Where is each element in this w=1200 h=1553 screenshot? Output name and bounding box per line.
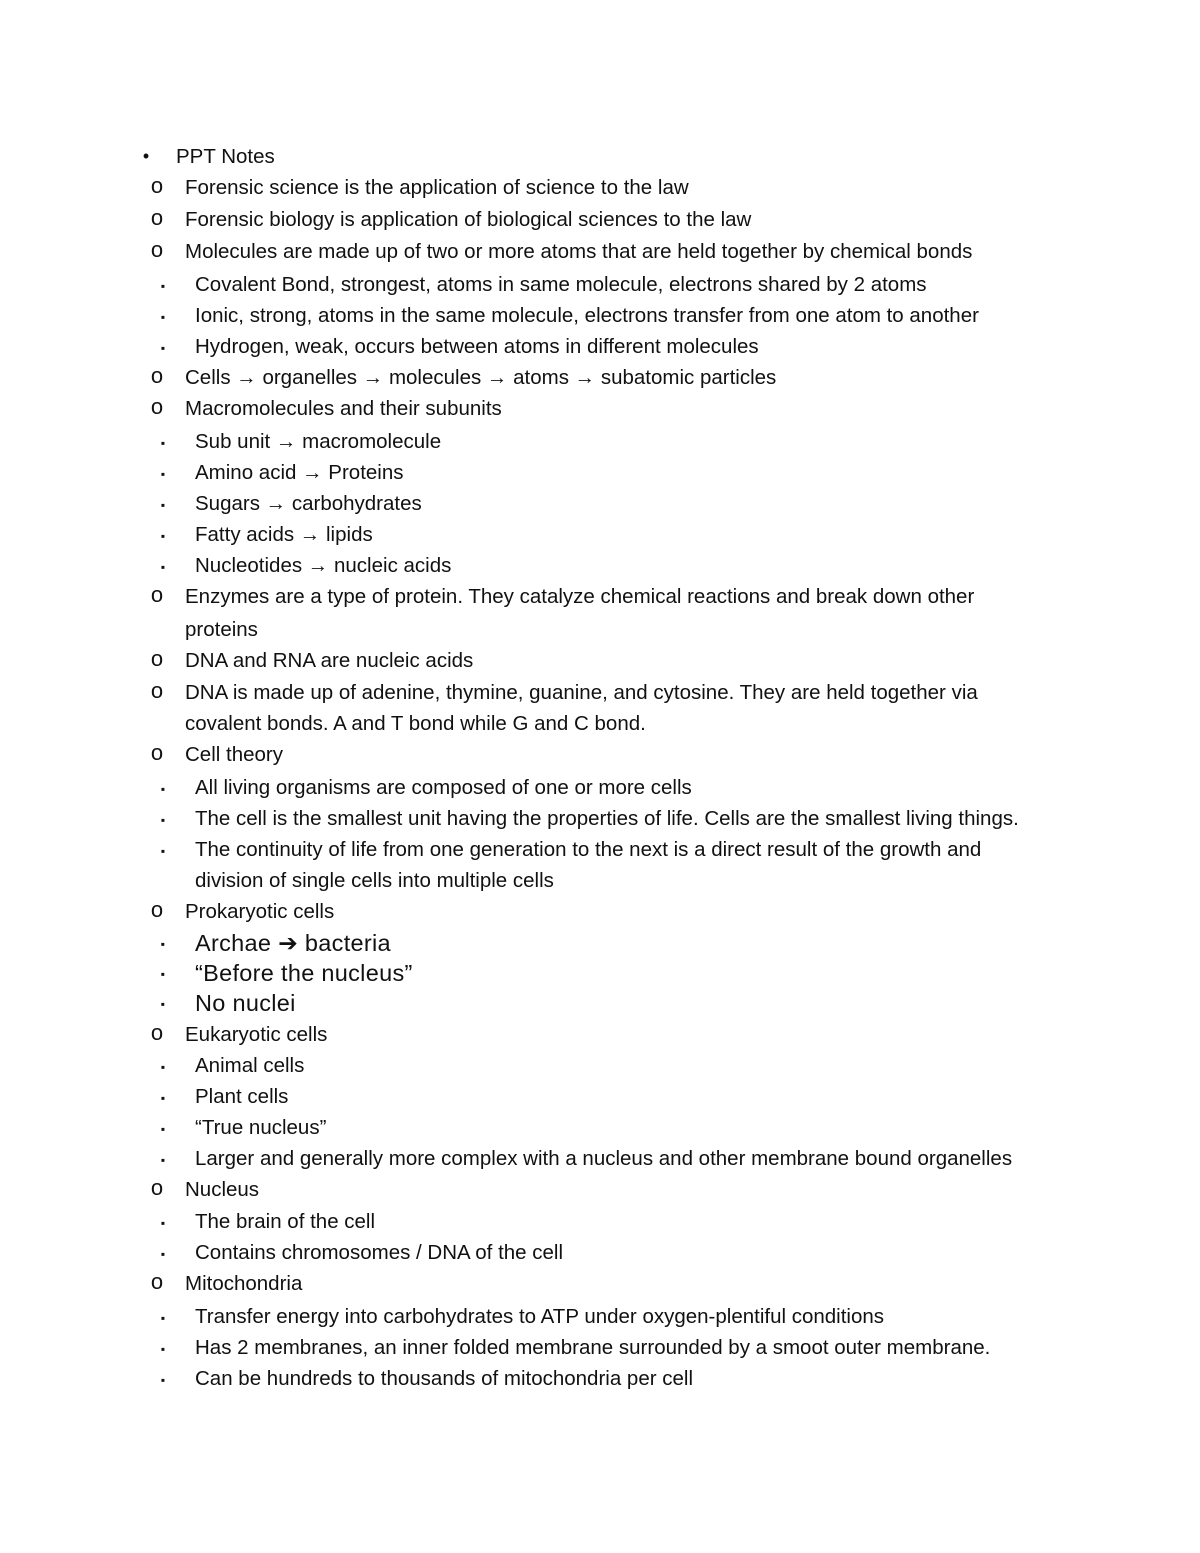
list-item-text: All living organisms are composed of one or more cells	[195, 776, 692, 799]
list-item-text: Molecules are made up of two or more atoms that are held together by chemical bonds	[185, 240, 973, 263]
square-bullet-icon: ▪	[160, 1342, 166, 1356]
circle-bullet-icon: o	[150, 646, 164, 671]
list-item-text: Plant cells	[195, 1085, 289, 1108]
square-bullet-icon: ▪	[160, 560, 166, 574]
list-item-text: Larger and generally more complex with a nucleus and other membrane bound organelles	[195, 1147, 1013, 1170]
list-item-text: Ionic, strong, atoms in the same molecule, electrons transfer from one atom to another	[195, 304, 979, 327]
list-item-text: The brain of the cell	[195, 1210, 376, 1233]
list-item-text: Can be hundreds to thousands of mitochondria per cell	[195, 1367, 694, 1390]
square-bullet-icon: ▪	[160, 937, 166, 951]
list-item-text: Cells → organelles → molecules → atoms → subatomic particles	[185, 366, 777, 389]
list-item-text: Sub unit → macromolecule	[195, 430, 442, 453]
list-item-text: Sugars → carbohydrates	[195, 492, 422, 515]
circle-bullet-icon: o	[150, 363, 164, 388]
list-item-text: Forensic biology is application of biological sciences to the law	[185, 208, 752, 231]
square-bullet-icon: ▪	[160, 1153, 166, 1167]
circle-bullet-icon: o	[150, 1269, 164, 1294]
list-item-text: Enzymes are a type of protein. They catalyze chemical reactions and break down other	[185, 585, 975, 608]
square-bullet-icon: ▪	[160, 813, 166, 827]
list-item-text: Mitochondria	[185, 1272, 303, 1295]
list-item-text: Transfer energy into carbohydrates to ATP under oxygen-plentiful conditions	[195, 1305, 885, 1328]
list-item-text: The cell is the smallest unit having the properties of life. Cells are the smallest living things.	[195, 807, 1019, 830]
list-item-text: Macromolecules and their subunits	[185, 397, 502, 420]
circle-bullet-icon: o	[150, 1020, 164, 1045]
list-item-text: Has 2 membranes, an inner folded membrane surrounded by a smoot outer membrane.	[195, 1336, 991, 1359]
list-item-text: Eukaryotic cells	[185, 1023, 328, 1046]
circle-bullet-icon: o	[150, 205, 164, 230]
list-item-text: Hydrogen, weak, occurs between atoms in different molecules	[195, 335, 759, 358]
square-bullet-icon: ▪	[160, 498, 166, 512]
circle-bullet-icon: o	[150, 582, 164, 607]
list-item-text: Forensic science is the application of science to the law	[185, 176, 689, 199]
list-item-text: Nucleotides → nucleic acids	[195, 554, 452, 577]
circle-bullet-icon: o	[150, 897, 164, 922]
square-bullet-icon: ▪	[160, 1247, 166, 1261]
square-bullet-icon: ▪	[160, 1122, 166, 1136]
list-item-text: Prokaryotic cells	[185, 900, 335, 923]
list-item-text: Animal cells	[195, 1054, 305, 1077]
square-bullet-icon: ▪	[160, 1311, 166, 1325]
square-bullet-icon: ▪	[160, 782, 166, 796]
list-item-text: Archae ➔ bacteria	[195, 930, 391, 956]
square-bullet-icon: ▪	[160, 1216, 166, 1230]
square-bullet-icon: ▪	[160, 1373, 166, 1387]
list-item-text: Cell theory	[185, 743, 283, 766]
square-bullet-icon: ▪	[160, 467, 166, 481]
circle-bullet-icon: o	[150, 394, 164, 419]
circle-bullet-icon: o	[150, 237, 164, 262]
circle-bullet-icon: o	[150, 740, 164, 765]
list-item-text: division of single cells into multiple cells	[195, 869, 554, 892]
list-item-text: Contains chromosomes / DNA of the cell	[195, 1241, 564, 1264]
list-item-text: Amino acid → Proteins	[195, 461, 404, 484]
square-bullet-icon: ▪	[160, 341, 166, 355]
list-item-text: proteins	[185, 618, 258, 641]
square-bullet-icon: ▪	[160, 844, 166, 858]
square-bullet-icon: ▪	[160, 529, 166, 543]
list-item-text: Fatty acids → lipids	[195, 523, 373, 546]
list-item-text: Covalent Bond, strongest, atoms in same molecule, electrons shared by 2 atoms	[195, 273, 927, 296]
circle-bullet-icon: o	[150, 678, 164, 703]
list-item-text: Nucleus	[185, 1178, 260, 1201]
list-item-text: “Before the nucleus”	[195, 960, 413, 986]
list-item-text: covalent bonds. A and T bond while G and C bond.	[185, 712, 646, 735]
square-bullet-icon: ▪	[160, 997, 166, 1011]
circle-bullet-icon: o	[150, 173, 164, 198]
list-item-text: DNA is made up of adenine, thymine, guanine, and cytosine. They are held together via	[185, 681, 978, 704]
list-item-text: “True nucleus”	[195, 1116, 327, 1139]
disc-bullet-icon: •	[142, 146, 150, 166]
list-item-text: No nuclei	[195, 990, 296, 1016]
square-bullet-icon: ▪	[160, 1060, 166, 1074]
square-bullet-icon: ▪	[160, 310, 166, 324]
square-bullet-icon: ▪	[160, 967, 166, 981]
square-bullet-icon: ▪	[160, 279, 166, 293]
circle-bullet-icon: o	[150, 1175, 164, 1200]
square-bullet-icon: ▪	[160, 1091, 166, 1105]
list-item-text: DNA and RNA are nucleic acids	[185, 649, 474, 672]
square-bullet-icon: ▪	[160, 436, 166, 450]
list-item-text: PPT Notes	[176, 145, 275, 168]
list-item-text: The continuity of life from one generation to the next is a direct result of the growth and	[195, 838, 982, 861]
